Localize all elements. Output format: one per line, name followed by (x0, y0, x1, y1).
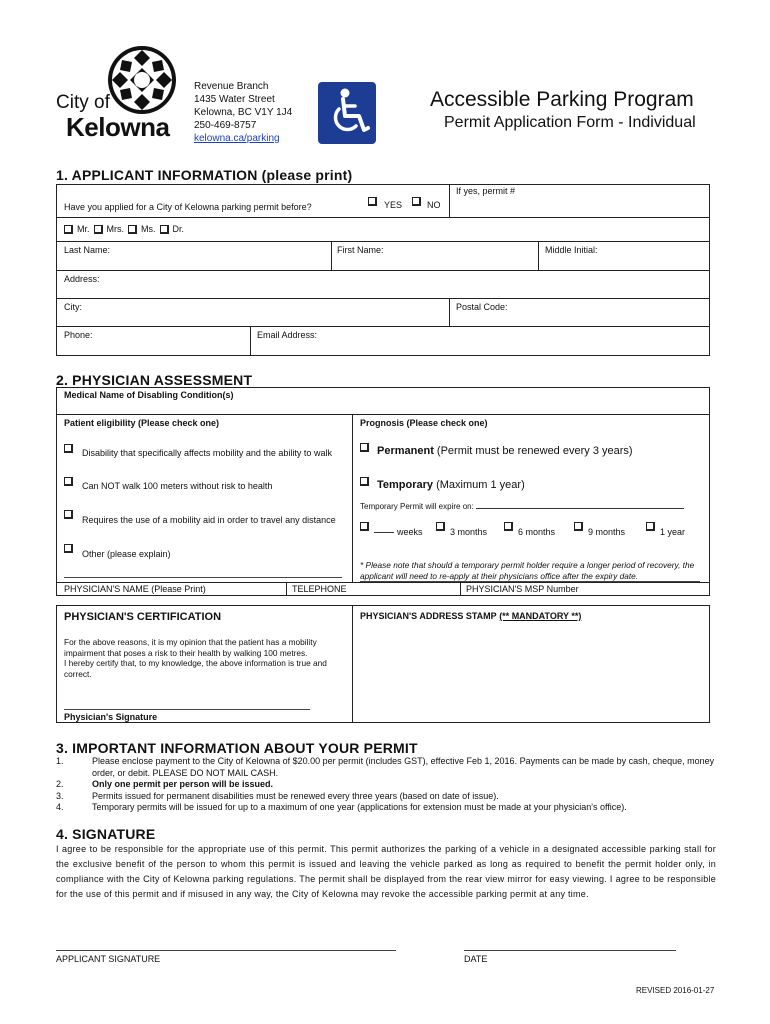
list-item-text: Permits issued for permanent disabilities must be renewed every three years (based on date of issue). (92, 790, 499, 801)
temporary-checkbox[interactable] (360, 477, 369, 486)
temporary-note: (Maximum 1 year) (436, 479, 525, 491)
physician-signature-line[interactable] (64, 709, 310, 710)
wheelchair-icon (318, 82, 376, 144)
ms-label: Ms. (141, 224, 156, 234)
address-field[interactable]: Address: (64, 274, 100, 284)
duration-options (360, 522, 700, 538)
certification-text-2: I hereby certify that, to my knowledge, the above information is true and correct. (64, 658, 327, 679)
section2-heading: 2. PHYSICIAN ASSESSMENT (56, 372, 253, 388)
applied-yes-checkbox[interactable] (368, 197, 377, 206)
medical-condition-label: Medical Name of Disabling Condition(s) (64, 390, 234, 400)
mrs-checkbox[interactable] (94, 225, 103, 234)
applied-no-checkbox[interactable] (412, 197, 421, 206)
list-item-number: 3. (56, 790, 64, 801)
permanent-checkbox[interactable] (360, 443, 369, 452)
permanent-label: Permanent (377, 445, 434, 457)
list-item (56, 756, 716, 779)
date-label: DATE (464, 954, 488, 964)
3-months-label: 3 months (450, 527, 488, 537)
logo-name-text: Kelowna (66, 112, 170, 142)
address-stamp-label: PHYSICIAN'S ADDRESS STAMP (360, 611, 497, 621)
weeks-label: weeks (397, 527, 423, 537)
eligibility-checkbox-4[interactable] (64, 544, 73, 553)
mrs-label: Mrs. (106, 224, 124, 234)
title-options (64, 224, 184, 234)
list-item-number: 1. (56, 756, 64, 766)
section3-heading: 3. IMPORTANT INFORMATION ABOUT YOUR PERMIT (56, 740, 418, 756)
list-item (56, 791, 716, 803)
section4-heading: 4. SIGNATURE (56, 826, 156, 842)
eligibility-checkbox-1[interactable] (64, 444, 73, 453)
city-logo (56, 44, 196, 148)
eligibility-checkbox-3[interactable] (64, 510, 73, 519)
9-months-checkbox[interactable] (574, 522, 583, 531)
ms-checkbox[interactable] (128, 225, 137, 234)
temporary-option (377, 479, 525, 491)
list-item-text: Temporary permits will be issued for up to a maximum of one year (applications for extension must be made at your physician's office). (92, 802, 627, 812)
list-item-number: 2. (56, 779, 64, 789)
logo-mark-icon (106, 44, 178, 116)
address-line: 1435 Water Street (194, 94, 275, 105)
temporary-label: Temporary (377, 479, 434, 491)
revised-date: REVISED 2016-01-27 (636, 986, 715, 995)
eligibility-label-4: Other (please explain) (82, 549, 171, 559)
page-subtitle: Permit Application Form - Individual (444, 114, 696, 131)
address-line: 250-469-8757 (194, 120, 257, 131)
applied-before-question: Have you applied for a City of Kelowna parking permit before? (64, 202, 312, 212)
address-line: Revenue Branch (194, 81, 269, 92)
permanent-note: (Permit must be renewed every 3 years) (436, 445, 633, 457)
dr-checkbox[interactable] (160, 225, 169, 234)
section1-heading: 1. APPLICANT INFORMATION (please print) (56, 167, 353, 183)
certification-text (64, 637, 346, 679)
other-explain-line[interactable] (64, 577, 342, 578)
logo-city-text: City of (56, 92, 110, 113)
eligibility-label-2: Can NOT walk 100 meters without risk to health (82, 481, 273, 491)
physician-name-field[interactable]: PHYSICIAN'S NAME (Please Print) (64, 584, 206, 594)
6-months-label: 6 months (518, 527, 556, 537)
last-name-field[interactable]: Last Name: (64, 245, 111, 255)
physician-signature-label: Physician's Signature (64, 712, 158, 722)
eligibility-checkbox-2[interactable] (64, 477, 73, 486)
eligibility-heading: Patient eligibility (Please check one) (64, 418, 220, 428)
eligibility-label-1: Disability that specifically affects mobility and the ability to walk (82, 448, 332, 458)
9-months-label: 9 months (588, 527, 626, 537)
middle-initial-field[interactable]: Middle Initial: (545, 245, 598, 255)
page-title: Accessible Parking Program (430, 88, 694, 111)
list-item-text: Please enclose payment to the City of Kelowna of $20.00 per permit (includes GST), effective Feb 1, 2016. Payments can be made by cash, cheque, money order, or debit. PLEASE DO NOT MAIL CASH. (92, 756, 715, 778)
1-year-checkbox[interactable] (646, 522, 655, 531)
mr-checkbox[interactable] (64, 225, 73, 234)
applied-yes-label: YES (384, 200, 403, 210)
permit-number-field[interactable]: If yes, permit # (456, 186, 516, 196)
first-name-field[interactable]: First Name: (337, 245, 384, 255)
6-months-checkbox[interactable] (504, 522, 513, 531)
3-months-checkbox[interactable] (436, 522, 445, 531)
address-stamp-field[interactable] (360, 611, 581, 621)
important-info-list (56, 756, 716, 814)
postal-code-field[interactable]: Postal Code: (456, 302, 508, 312)
list-item (56, 779, 716, 791)
phone-field[interactable]: Phone: (64, 330, 93, 340)
applied-no-label: NO (427, 200, 441, 210)
email-field[interactable]: Email Address: (257, 330, 318, 340)
applicant-signature-label: APPLICANT SIGNATURE (56, 954, 161, 964)
list-item (56, 802, 716, 814)
address-block (194, 80, 292, 145)
temporary-note-text: * Please note that should a temporary permit holder require a longer period of recovery, the applicant will need to re-apply at their physicians office after the expiry date. (360, 560, 695, 581)
list-item-number: 4. (56, 802, 64, 812)
prognosis-heading: Prognosis (Please check one) (360, 418, 488, 428)
applicant-signature-line[interactable] (56, 950, 396, 951)
date-line[interactable] (464, 950, 676, 951)
msp-number-field[interactable]: PHYSICIAN'S MSP Number (466, 584, 579, 594)
mr-label: Mr. (77, 224, 90, 234)
certification-heading: PHYSICIAN'S CERTIFICATION (64, 611, 222, 623)
expire-label: Temporary Permit will expire on: (360, 502, 474, 511)
signature-agreement-text: I agree to be responsible for the appropriate use of this permit. This permit authorizes the parking of a vehicle in a designated accessible parking stall for the exclusive benefit of the person to whom this permit is issued and leaving the vehicle parked as long as required to benefit the permit holder only, in compliance with the City of Kelowna parking regulations. The permit shall be displayed from the rear view mirror for easy viewing. I agree to be responsible for the use of this permit and if misused in any way, the City of Kelowna may revoke the accessible parking permit at any time. (56, 844, 716, 899)
1-year-label: 1 year (660, 527, 686, 537)
certification-text-1: For the above reasons, it is my opinion that the patient has a mobility impairment that poses a risk to their health by walking 100 metres. (64, 637, 317, 658)
address-line: Kelowna, BC V1Y 1J4 (194, 107, 293, 118)
expire-field[interactable] (360, 502, 684, 511)
dr-label: Dr. (172, 224, 185, 234)
website-link[interactable]: kelowna.ca/parking (194, 133, 280, 144)
telephone-field[interactable]: TELEPHONE (292, 584, 347, 594)
mandatory-label: (** MANDATORY **) (499, 611, 582, 621)
weeks-checkbox[interactable] (360, 522, 369, 531)
city-field[interactable]: City: (64, 302, 82, 312)
eligibility-label-3: Requires the use of a mobility aid in order to travel any distance (82, 515, 336, 525)
permanent-option (377, 445, 633, 457)
list-item-text: Only one permit per person will be issued. (92, 779, 274, 789)
